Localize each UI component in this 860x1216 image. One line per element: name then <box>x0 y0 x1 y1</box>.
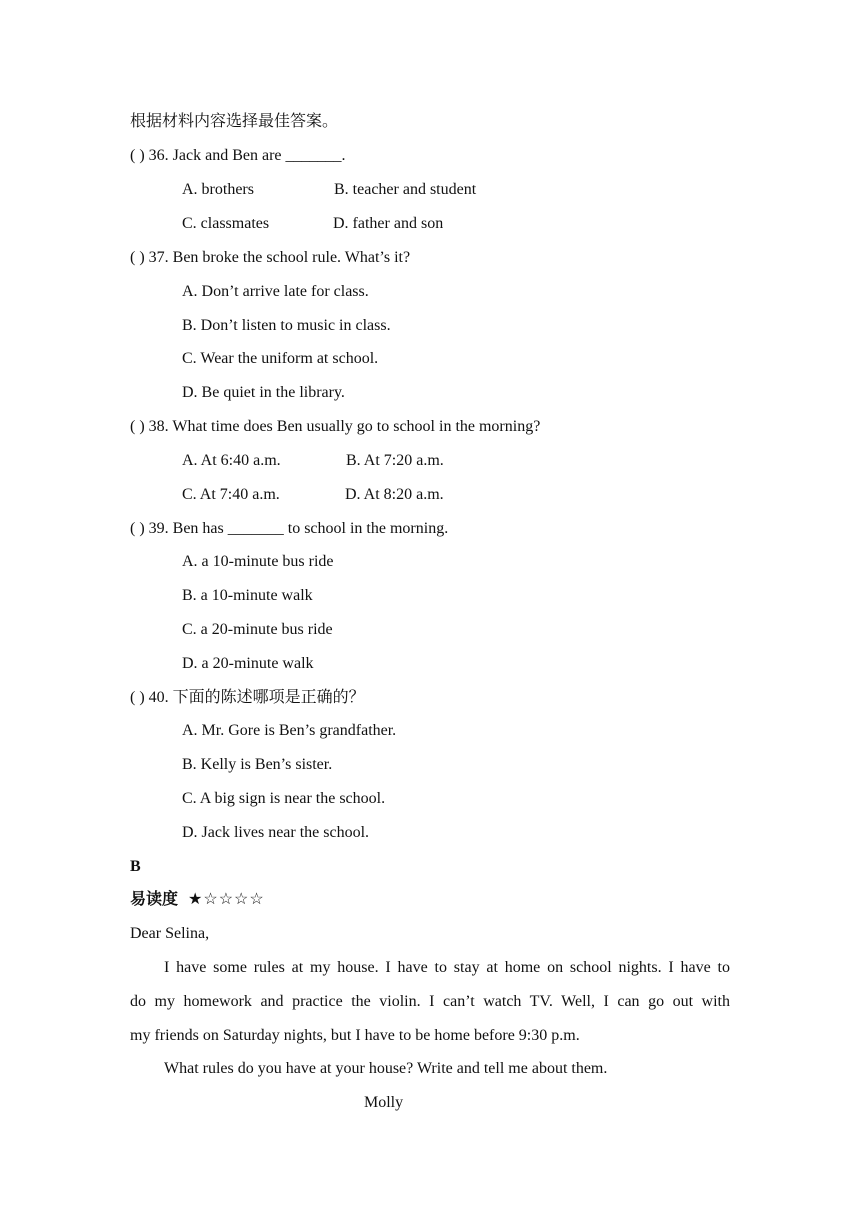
question-39-option-c: C. a 20-minute bus ride <box>182 621 333 638</box>
letter-signature: Molly <box>364 1094 404 1111</box>
question-38-stem: ( ) 38. What time does Ben usually go to school in the morning? <box>130 418 541 435</box>
question-36-option-a: A. brothers <box>182 181 254 198</box>
question-39-option-a: A. a 10-minute bus ride <box>182 553 334 570</box>
question-37-option-c: C. Wear the uniform at school. <box>182 350 379 367</box>
question-36-option-b: B. teacher and student <box>334 181 477 198</box>
section-b-heading: B <box>130 858 141 875</box>
letter-paragraph-1-line-2: do my homework and practice the violin. I can’t watch TV. Well, I can go out with <box>130 993 730 1010</box>
question-40-option-d: D. Jack lives near the school. <box>182 824 370 841</box>
letter-paragraph-2: What rules do you have at your house? Write and tell me about them. <box>164 1060 608 1077</box>
question-37-option-b: B. Don’t listen to music in class. <box>182 317 391 334</box>
question-37-stem: ( ) 37. Ben broke the school rule. What’s it? <box>130 249 411 266</box>
question-36-stem: ( ) 36. Jack and Ben are _______. <box>130 147 346 164</box>
question-37-option-a: A. Don’t arrive late for class. <box>182 283 369 300</box>
question-39-option-b: B. a 10-minute walk <box>182 587 313 604</box>
letter-paragraph-1-line-3: my friends on Saturday nights, but I have to be home before 9:30 p.m. <box>130 1027 580 1044</box>
question-38-option-c: C. At 7:40 a.m. <box>182 486 280 503</box>
letter-greeting: Dear Selina, <box>130 925 210 942</box>
question-36-option-c: C. classmates <box>182 215 270 232</box>
letter-paragraph-1-line-1: I have some rules at my house. I have to stay at home on school nights. I have to <box>164 959 730 976</box>
question-38-option-a: A. At 6:40 a.m. <box>182 452 281 469</box>
difficulty-stars: ★☆☆☆☆ <box>188 891 265 908</box>
question-38-option-b: B. At 7:20 a.m. <box>346 452 444 469</box>
question-40-option-a: A. Mr. Gore is Ben’s grandfather. <box>182 722 397 739</box>
question-40-stem: ( ) 40. 下面的陈述哪项是正确的？ <box>130 689 365 706</box>
question-37-option-d: D. Be quiet in the library. <box>182 384 345 401</box>
instruction: 根据材料内容选择最佳答案。 <box>130 113 339 130</box>
question-39-stem: ( ) 39. Ben has _______ to school in the morning. <box>130 520 449 537</box>
difficulty-label: 易读度 <box>130 891 179 908</box>
question-36-option-d: D. father and son <box>333 215 444 232</box>
difficulty-row <box>130 890 265 910</box>
question-40-option-c: C. A big sign is near the school. <box>182 790 386 807</box>
question-40-option-b: B. Kelly is Ben’s sister. <box>182 756 333 773</box>
question-38-option-d: D. At 8:20 a.m. <box>345 486 444 503</box>
question-39-option-d: D. a 20-minute walk <box>182 655 314 672</box>
